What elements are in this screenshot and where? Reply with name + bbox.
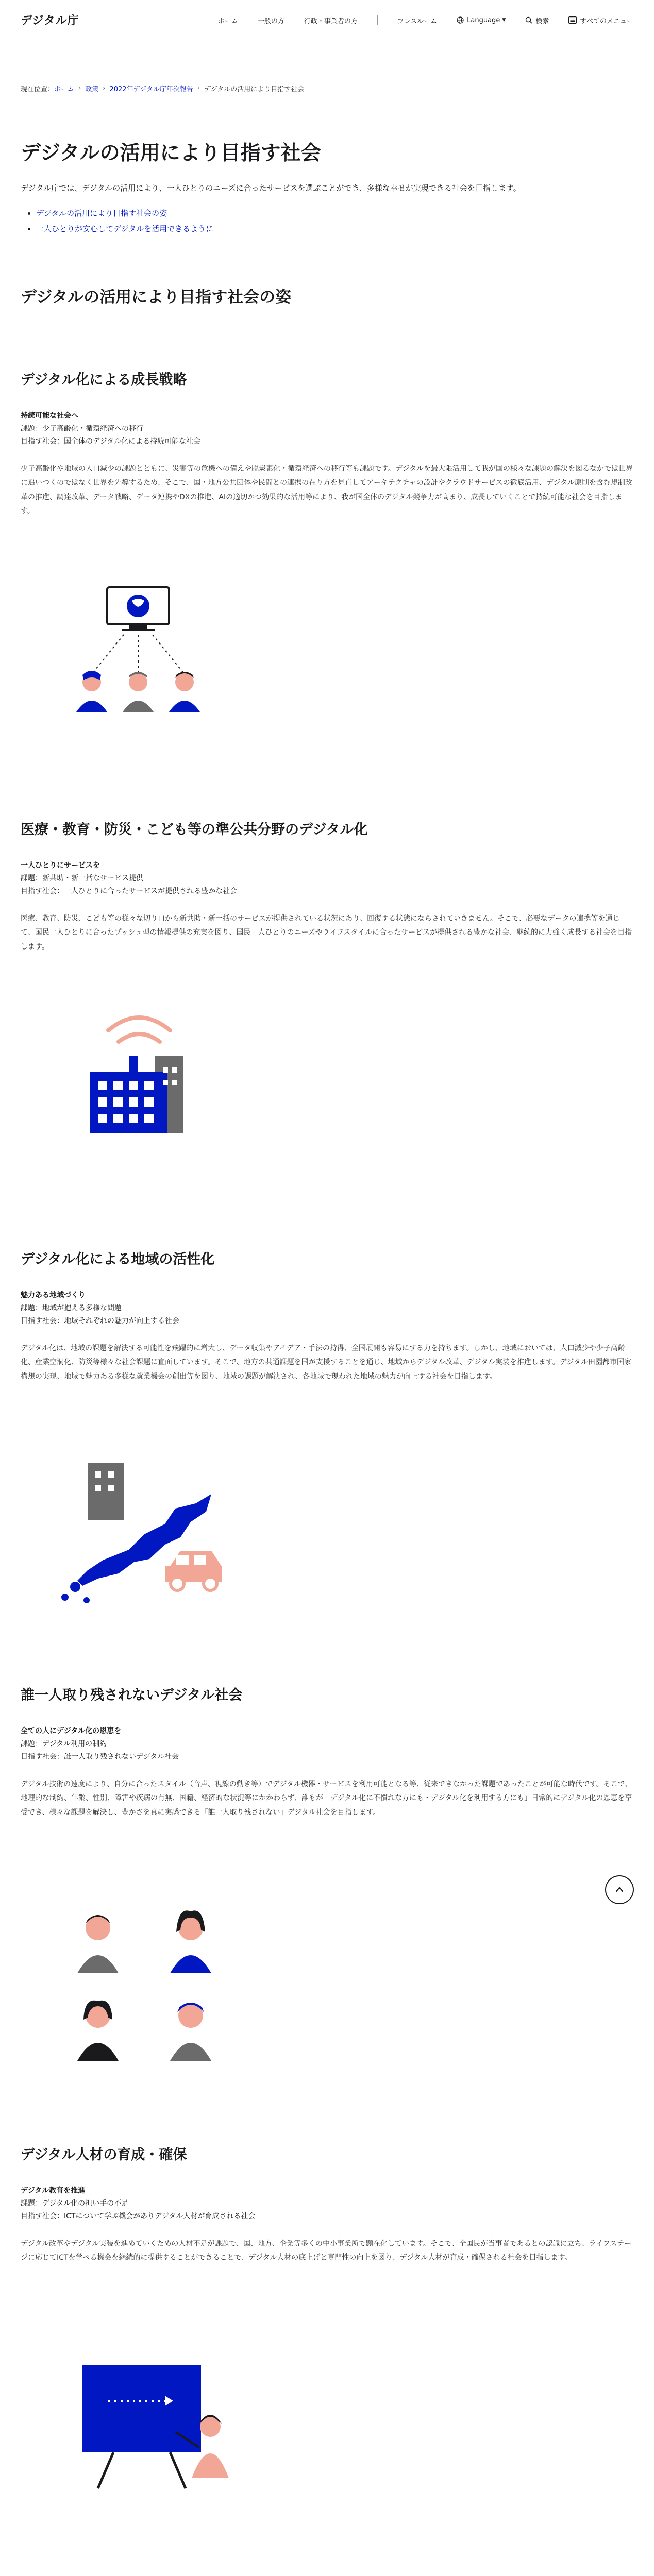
inclusion-illustration (57, 1901, 242, 2076)
section-digital-talent (21, 2143, 633, 2265)
chevron-right-icon: › (78, 84, 81, 92)
section-title: デジタル化による地域の活性化 (21, 1251, 215, 1267)
section-issue: 課題：新共助・新一括なサービス提供 (21, 874, 143, 883)
global-nav (198, 0, 633, 40)
nav-search-label: 検索 (535, 17, 549, 25)
chevron-right-icon: › (103, 84, 106, 92)
section-title: 医療・教育・防災・こども等の準公共分野のデジタル化 (21, 822, 368, 838)
nav-language-label: Language (467, 16, 500, 24)
site-logo[interactable]: デジタル庁 (21, 14, 79, 27)
nav-business[interactable]: 行政・事業者の方 (304, 17, 358, 25)
section-growth-strategy (21, 368, 633, 518)
breadcrumb-home[interactable]: ホーム (54, 86, 75, 93)
section-goal: 目指す社会：地域それぞれの魅力が向上する社会 (21, 1316, 179, 1325)
chevron-down-icon: ▼ (502, 18, 506, 23)
semi-public-illustration (77, 994, 211, 1139)
nav-all-menu-label: すべてのメニュー (580, 17, 633, 25)
section-issue: 課題：デジタル利用の制約 (21, 1740, 107, 1748)
breadcrumb-policy[interactable]: 政策 (85, 86, 99, 93)
section-title: デジタル人材の育成・確保 (21, 2147, 187, 2163)
language-icon (457, 16, 464, 24)
nav-press[interactable]: プレスルーム (397, 17, 438, 25)
section-title: デジタル化による成長戦略 (21, 372, 187, 388)
page-title: デジタルの活用により目指す社会 (21, 142, 321, 165)
nav-language[interactable] (457, 16, 506, 24)
section-issue: 課題：地域が抱える多様な問題 (21, 1304, 122, 1312)
section-heading: デジタルの活用により目指す社会の姿 (21, 287, 292, 307)
section-subtitle: 魅力ある地域づくり (21, 1291, 86, 1299)
chevron-up-icon (614, 1885, 625, 1895)
breadcrumb-annual-report[interactable]: 2022年デジタル庁年次報告 (109, 86, 193, 93)
page-lead: デジタル庁では、デジタルの活用により、一人ひとりのニーズに合ったサービスを選ぶことができ、多様な幸せが実現できる社会を目指します。 (21, 183, 521, 193)
section-goal: 目指す社会：誰一人取り残されないデジタル社会 (21, 1752, 179, 1761)
section-body: デジタル化は、地域の課題を解決する可能性を飛躍的に増大し、データ収集やアイデア・手法の持得、全国展開も容易にする力を持ちます。しかし、地域においては、人口減少や少子高齢化、産業空洞化、防災等様々な社会課題に直面しています。そこで、地方の共通課題を国が支援することを通じ、地域からデジタル改革、デジタル実装を推進します。デジタル田園都市国家構想の実現、地域で魅力ある多様な就業機会の創出等を図り、地域の課題が解決され、各地域で現われた地域の魅力が向上する社会を目指します。 (21, 1344, 631, 1381)
nav-search[interactable] (525, 15, 549, 25)
section-subtitle: 全ての人にデジタル化の恩恵を (21, 1727, 122, 1735)
toc-link[interactable]: 一人ひとりが安心してデジタルを活用できるように (36, 224, 214, 233)
section-body: 医療、教育、防災、こども等の様々な切り口から新共助・新一括のサービスが提供されている状況にあり、回復する状態にならされていきません。そこで、必要なデータの連携等を通じて、国民一人ひとりに合ったプッシュ型の情報提供の充実を図り、国民一人ひとりのニーズやライフスタイルに合ったサービスが提供される豊かな社会、継続的に力強く成長する社会を目指します。 (21, 914, 632, 951)
breadcrumb (0, 83, 654, 93)
section-issue: 課題：少子高齢化・循環経済への移行 (21, 425, 143, 433)
toc-item (36, 206, 633, 221)
section-body: デジタル技術の速度により、自分に合ったスタイル（音声、視線の動き等）でデジタル機器・サービスを利用可能となる等、従来できなかった課題であったことが可能な時代です。そこで、地理的な制約、年齢、性別、障害や疾病の有無、国籍、経済的な状況等にかかわらず、誰もが「デジタル化に不慣れな方にも・デジタル化を利用する方にも」日常的にデジタル化の恩恵を享受でき、様々な課題を解決し、豊かさを真に実感できる「誰一人取り残されない」デジタル社会を目指します。 (21, 1780, 632, 1817)
section-goal: 目指す社会：国全体のデジタル化による持続可能な社会 (21, 437, 201, 446)
menu-icon (568, 16, 577, 24)
site-header (0, 0, 654, 40)
section-body: 少子高齢化や地域の人口減少の課題とともに、災害等の危機への備えや脱炭素化・循環経済への移行等も課題です。デジタルを最大限活用して我が国の様々な課題の解決を図るなかでは世界に追いつくのではなく世界を先導するため、そこで、国・地方公共団体や民間との連携の在り方を見直してアーキテクチャの設計やクラウドサービスの徹底活用、デジタル原則を含む規制改革の推進、調達改革、データ戦略、データ連携やDXの推進、AIの適切かつ効果的な活用等により、我が国全体のデジタル競争力が高まり、成長していくことで持続可能な社会を目指します。 (21, 465, 633, 515)
section-regional (21, 1248, 633, 1384)
chevron-right-icon: › (197, 84, 200, 92)
section-no-one-left-behind (21, 1684, 633, 1820)
breadcrumb-label: 現在位置： (21, 86, 55, 93)
toc-item (36, 221, 633, 236)
section-issue: 課題：デジタル化の担い手の不足 (21, 2199, 129, 2208)
page-top-button[interactable] (605, 1875, 634, 1904)
nav-home[interactable]: ホーム (218, 17, 239, 25)
section-goal: 目指す社会：一人ひとりに合ったサービスが提供される豊かな社会 (21, 887, 237, 895)
section-subtitle: デジタル教育を推進 (21, 2187, 86, 2195)
toc-link[interactable]: デジタルの活用により目指す社会の姿 (36, 208, 167, 218)
search-icon (525, 16, 532, 24)
nav-general[interactable]: 一般の方 (258, 17, 285, 25)
breadcrumb-current: デジタルの活用により目指す社会 (204, 86, 305, 93)
section-subtitle: 持続可能な社会へ (21, 412, 78, 420)
section-semi-public (21, 818, 633, 954)
section-goal: 目指す社会：ICTについて学ぶ機会がありデジタル人材が育成される社会 (21, 2212, 256, 2221)
section-body: デジタル改革やデジタル実装を進めていくための人材不足が課題で、国、地方、企業等多くの中小事業所で顕在化しています。そこで、全国民が当事者であるとの認識に立ち、ライフステージに応じてICTを学べる機会を継続的に提供することができることで、デジタル人材の底上げと専門性の向上を図り、デジタル人材が育成・確保される社会を目指します。 (21, 2240, 631, 2262)
page-toc (36, 206, 633, 236)
nav-all-menu[interactable] (568, 15, 633, 25)
section-title: 誰一人取り残されないデジタル社会 (21, 1687, 243, 1703)
nav-divider (377, 15, 378, 25)
section-subtitle: 一人ひとりにサービスを (21, 861, 100, 870)
regional-illustration (57, 1458, 242, 1613)
growth-illustration (67, 577, 237, 726)
digital-talent-illustration (77, 2360, 242, 2499)
